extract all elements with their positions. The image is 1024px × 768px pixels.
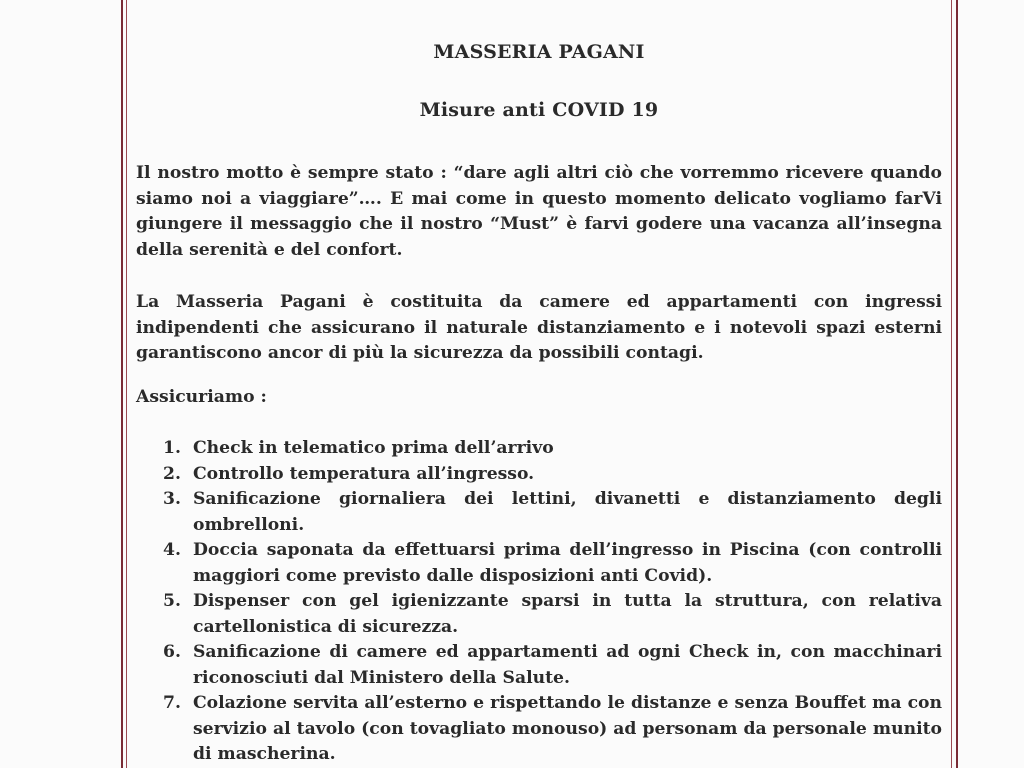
list-item-text: Colazione servita all’esterno e rispettando le distanze e senza Bouffet ma con servizio al tavolo (con tovagliato monouso) ad personam da personale munito di mascherina. bbox=[193, 693, 942, 764]
list-item bbox=[163, 538, 942, 589]
list-item-number: 1. bbox=[163, 438, 181, 458]
list-item-number: 5. bbox=[163, 591, 181, 611]
right-border-inner bbox=[951, 0, 952, 768]
list-item-text: Dispenser con gel igienizzante sparsi in tutta la struttura, con relativa cartellonistica di sicurezza. bbox=[193, 591, 942, 637]
left-border-inner bbox=[126, 0, 127, 768]
intro-paragraph: Il nostro motto è sempre stato : “dare agli altri ciò che vorremmo ricevere quando siamo noi a viaggiare”…. E mai come in questo momento delicato vogliamo farVi giungere il messaggio che il nostro “Must” è farvi godere una vacanza all’insegna della serenità e del confort. bbox=[136, 163, 942, 260]
document-title: MASSERIA PAGANI bbox=[433, 41, 645, 63]
list-item-text: Doccia saponata da effettuarsi prima dell’ingresso in Piscina (con controlli maggiori come previsto dalle disposizioni anti Covid). bbox=[193, 540, 942, 586]
list-item bbox=[163, 462, 942, 488]
measures-list bbox=[163, 436, 942, 768]
list-item-text: Check in telematico prima dell’arrivo bbox=[193, 438, 554, 458]
assicuriamo-label: Assicuriamo : bbox=[136, 387, 267, 407]
list-item bbox=[163, 436, 942, 462]
list-item-number: 6. bbox=[163, 642, 181, 662]
list-item-number: 4. bbox=[163, 540, 181, 560]
list-item-text: Sanificazione di camere ed appartamenti ad ogni Check in, con macchinari riconosciuti dal Ministero della Salute. bbox=[193, 642, 942, 688]
list-item-number: 3. bbox=[163, 489, 181, 509]
structure-paragraph: La Masseria Pagani è costituita da camere ed appartamenti con ingressi indipendenti che assicurano il naturale distanziamento e i notevoli spazi esterni garantiscono ancor di più la sicurezza da possibili contagi. bbox=[136, 292, 942, 363]
document-subtitle: Misure anti COVID 19 bbox=[419, 99, 659, 121]
list-item-number: 7. bbox=[163, 693, 181, 713]
list-item bbox=[163, 487, 942, 538]
list-item-text: Sanificazione giornaliera dei lettini, divanetti e distanziamento degli ombrelloni. bbox=[193, 489, 942, 535]
left-border-outer bbox=[121, 0, 123, 768]
list-item-text: Controllo temperatura all’ingresso. bbox=[193, 463, 535, 484]
list-item-number: 2. bbox=[163, 463, 181, 484]
right-border-outer bbox=[956, 0, 958, 768]
list-item bbox=[163, 589, 942, 640]
list-item bbox=[163, 640, 942, 691]
list-item bbox=[163, 691, 942, 768]
